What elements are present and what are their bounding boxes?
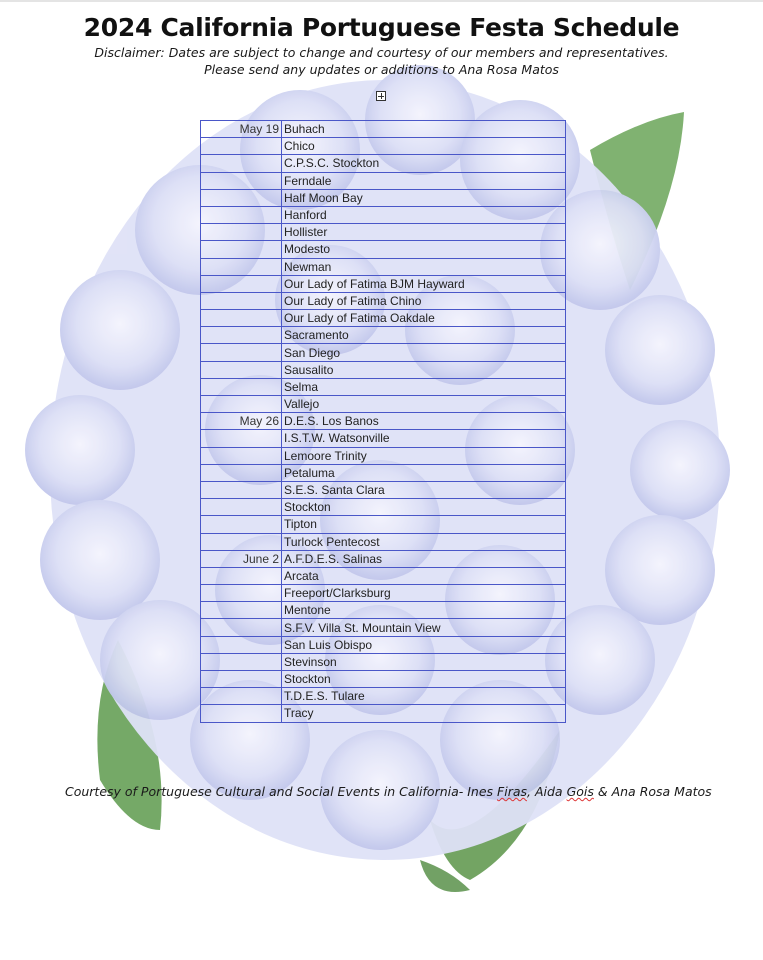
schedule-place-cell: Our Lady of Fatima Oakdale xyxy=(282,310,566,327)
schedule-place-cell: D.E.S. Los Banos xyxy=(282,413,566,430)
schedule-row xyxy=(201,688,566,705)
schedule-place-cell: Buhach xyxy=(282,121,566,138)
footer-credits xyxy=(65,784,755,799)
schedule-date-cell xyxy=(201,396,282,413)
schedule-place-cell: Hanford xyxy=(282,206,566,223)
schedule-row xyxy=(201,378,566,395)
schedule-place-cell: Petaluma xyxy=(282,464,566,481)
schedule-date-cell xyxy=(201,224,282,241)
schedule-date-cell xyxy=(201,602,282,619)
schedule-date-cell xyxy=(201,533,282,550)
schedule-place-cell: Ferndale xyxy=(282,172,566,189)
schedule-date-cell xyxy=(201,361,282,378)
schedule-row xyxy=(201,241,566,258)
schedule-place-cell: Stevinson xyxy=(282,653,566,670)
schedule-place-cell: Vallejo xyxy=(282,396,566,413)
schedule-date-cell: June 2 xyxy=(201,550,282,567)
schedule-place-cell: Sausalito xyxy=(282,361,566,378)
schedule-date-cell xyxy=(201,636,282,653)
schedule-date-cell: May 26 xyxy=(201,413,282,430)
schedule-place-cell: Selma xyxy=(282,378,566,395)
schedule-place-cell: Hollister xyxy=(282,224,566,241)
schedule-row xyxy=(201,361,566,378)
schedule-row xyxy=(201,310,566,327)
schedule-place-cell: S.E.S. Santa Clara xyxy=(282,481,566,498)
schedule-date-cell: May 19 xyxy=(201,121,282,138)
schedule-row xyxy=(201,653,566,670)
schedule-date-cell xyxy=(201,310,282,327)
schedule-place-cell: Arcata xyxy=(282,567,566,584)
schedule-row xyxy=(201,602,566,619)
schedule-row xyxy=(201,567,566,584)
schedule-row xyxy=(201,636,566,653)
schedule-row xyxy=(201,481,566,498)
schedule-row xyxy=(201,275,566,292)
schedule-row xyxy=(201,705,566,722)
schedule-place-cell: Stockton xyxy=(282,499,566,516)
schedule-row xyxy=(201,516,566,533)
schedule-date-cell xyxy=(201,327,282,344)
schedule-place-cell: Turlock Pentecost xyxy=(282,533,566,550)
schedule-row xyxy=(201,172,566,189)
schedule-place-cell: I.S.T.W. Watsonville xyxy=(282,430,566,447)
schedule-row xyxy=(201,671,566,688)
schedule-place-cell: Lemoore Trinity xyxy=(282,447,566,464)
schedule-place-cell: Our Lady of Fatima BJM Hayward xyxy=(282,275,566,292)
schedule-date-cell xyxy=(201,447,282,464)
schedule-place-cell: Mentone xyxy=(282,602,566,619)
schedule-date-cell xyxy=(201,155,282,172)
schedule-place-cell: Chico xyxy=(282,138,566,155)
schedule-place-cell: A.F.D.E.S. Salinas xyxy=(282,550,566,567)
schedule-place-cell: Tipton xyxy=(282,516,566,533)
footer-text-start: Courtesy of Portuguese Cultural and Social Events in California- Ines xyxy=(65,784,498,799)
schedule-place-cell: T.D.E.S. Tulare xyxy=(282,688,566,705)
schedule-row xyxy=(201,327,566,344)
schedule-date-cell xyxy=(201,275,282,292)
schedule-row xyxy=(201,224,566,241)
page-title: 2024 California Portuguese Festa Schedule xyxy=(83,13,680,42)
schedule-row xyxy=(201,550,566,567)
schedule-date-cell xyxy=(201,464,282,481)
schedule-row xyxy=(201,189,566,206)
schedule-place-cell: San Diego xyxy=(282,344,566,361)
schedule-row xyxy=(201,533,566,550)
schedule-place-cell: Tracy xyxy=(282,705,566,722)
schedule-date-cell xyxy=(201,653,282,670)
schedule-row xyxy=(201,206,566,223)
footer-name-gois: Gois xyxy=(566,784,594,799)
schedule-row xyxy=(201,499,566,516)
schedule-place-cell: Our Lady of Fatima Chino xyxy=(282,292,566,309)
schedule-date-cell xyxy=(201,671,282,688)
schedule-row xyxy=(201,619,566,636)
schedule-date-cell xyxy=(201,378,282,395)
schedule-date-cell xyxy=(201,481,282,498)
schedule-row xyxy=(201,258,566,275)
schedule-row xyxy=(201,447,566,464)
schedule-row xyxy=(201,155,566,172)
disclaimer-text: Disclaimer: Dates are subject to change and courtesy of our members and representatives. xyxy=(94,45,669,60)
schedule-date-cell xyxy=(201,292,282,309)
schedule-date-cell xyxy=(201,258,282,275)
schedule-row xyxy=(201,344,566,361)
festa-schedule-table xyxy=(200,120,566,723)
schedule-row xyxy=(201,121,566,138)
schedule-place-cell: Freeport/Clarksburg xyxy=(282,585,566,602)
schedule-place-cell: San Luis Obispo xyxy=(282,636,566,653)
schedule-place-cell: Newman xyxy=(282,258,566,275)
schedule-date-cell xyxy=(201,430,282,447)
schedule-date-cell xyxy=(201,138,282,155)
updates-note: Please send any updates or additions to Ana Rosa Matos xyxy=(204,62,559,77)
schedule-row xyxy=(201,292,566,309)
schedule-date-cell xyxy=(201,619,282,636)
schedule-date-cell xyxy=(201,189,282,206)
footer-text-end: & Ana Rosa Matos xyxy=(593,784,712,799)
schedule-place-cell: Stockton xyxy=(282,671,566,688)
schedule-date-cell xyxy=(201,516,282,533)
schedule-place-cell: C.P.S.C. Stockton xyxy=(282,155,566,172)
schedule-date-cell xyxy=(201,206,282,223)
schedule-date-cell xyxy=(201,705,282,722)
schedule-place-cell: S.F.V. Villa St. Mountain View xyxy=(282,619,566,636)
table-move-handle-icon[interactable] xyxy=(376,91,386,101)
schedule-date-cell xyxy=(201,344,282,361)
schedule-date-cell xyxy=(201,585,282,602)
schedule-row xyxy=(201,585,566,602)
schedule-date-cell xyxy=(201,688,282,705)
schedule-row xyxy=(201,413,566,430)
schedule-place-cell: Half Moon Bay xyxy=(282,189,566,206)
footer-name-firas: Firas xyxy=(497,784,528,799)
schedule-date-cell xyxy=(201,241,282,258)
footer-text-mid: , Aida xyxy=(527,784,567,799)
schedule-date-cell xyxy=(201,172,282,189)
schedule-date-cell xyxy=(201,499,282,516)
schedule-place-cell: Sacramento xyxy=(282,327,566,344)
schedule-row xyxy=(201,138,566,155)
schedule-date-cell xyxy=(201,567,282,584)
schedule-place-cell: Modesto xyxy=(282,241,566,258)
schedule-row xyxy=(201,464,566,481)
schedule-row xyxy=(201,396,566,413)
schedule-row xyxy=(201,430,566,447)
